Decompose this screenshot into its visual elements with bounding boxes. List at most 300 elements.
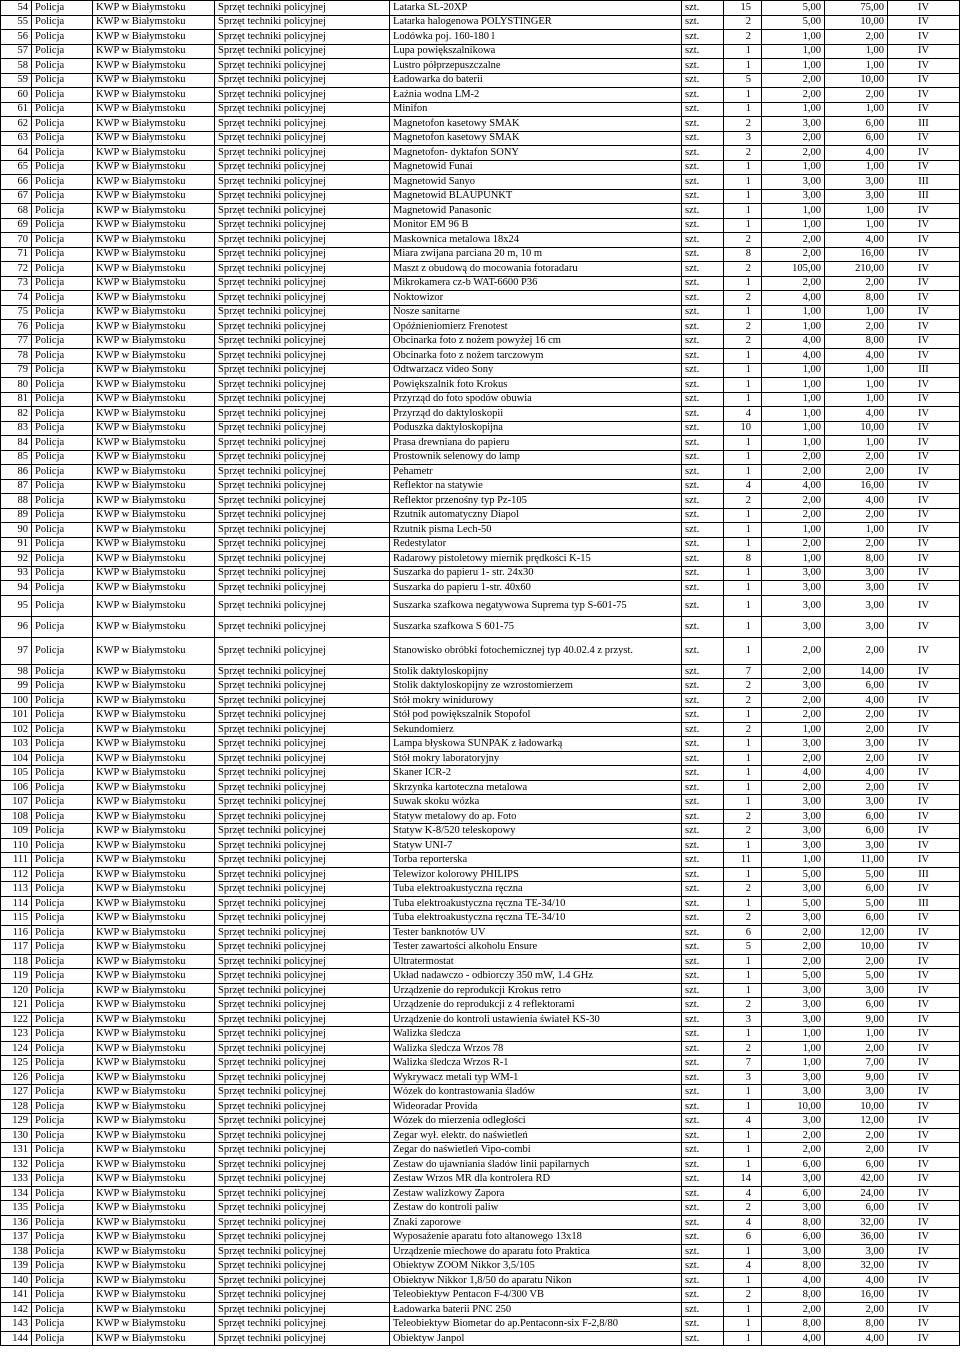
- command-cell: KWP w Białymstoku: [93, 637, 215, 664]
- total-value-cell: 2,00: [825, 1143, 888, 1158]
- unit-cell: Policja: [32, 392, 93, 407]
- row-number: 59: [1, 73, 32, 88]
- measure-unit-cell: szt.: [682, 983, 724, 998]
- total-value-cell: 14,00: [825, 664, 888, 679]
- row-number: 107: [1, 795, 32, 810]
- total-value-cell: 10,00: [825, 421, 888, 436]
- total-value-cell: 2,00: [825, 1302, 888, 1317]
- class-cell: IV: [888, 73, 960, 88]
- quantity-cell: 1: [724, 349, 762, 364]
- command-cell: KWP w Białymstoku: [93, 838, 215, 853]
- total-value-cell: 2,00: [825, 1128, 888, 1143]
- item-name-cell: Magnetowid Funai: [390, 160, 682, 175]
- measure-unit-cell: szt.: [682, 465, 724, 480]
- table-row: [1, 262, 960, 277]
- unit-price-cell: 1,00: [762, 363, 825, 378]
- unit-price-cell: 4,00: [762, 334, 825, 349]
- measure-unit-cell: szt.: [682, 218, 724, 233]
- item-name-cell: Maskownica metalowa 18x24: [390, 233, 682, 248]
- category-cell: Sprzęt techniki policyjnej: [215, 421, 390, 436]
- category-cell: Sprzęt techniki policyjnej: [215, 1244, 390, 1259]
- measure-unit-cell: szt.: [682, 30, 724, 45]
- table-row: [1, 88, 960, 103]
- unit-cell: Policja: [32, 494, 93, 509]
- class-cell: IV: [888, 1201, 960, 1216]
- row-number: 93: [1, 566, 32, 581]
- class-cell: IV: [888, 537, 960, 552]
- unit-cell: Policja: [32, 637, 93, 664]
- class-cell: IV: [888, 795, 960, 810]
- item-name-cell: Znaki zaporowe: [390, 1215, 682, 1230]
- table-row: [1, 838, 960, 853]
- measure-unit-cell: szt.: [682, 59, 724, 74]
- total-value-cell: 12,00: [825, 1114, 888, 1129]
- total-value-cell: 1,00: [825, 305, 888, 320]
- unit-price-cell: 3,00: [762, 838, 825, 853]
- quantity-cell: 4: [724, 1186, 762, 1201]
- category-cell: Sprzęt techniki policyjnej: [215, 450, 390, 465]
- quantity-cell: 1: [724, 983, 762, 998]
- table-row: [1, 59, 960, 74]
- measure-unit-cell: szt.: [682, 1056, 724, 1071]
- class-cell: IV: [888, 450, 960, 465]
- command-cell: KWP w Białymstoku: [93, 88, 215, 103]
- item-name-cell: Skrzynka kartoteczna metalowa: [390, 780, 682, 795]
- unit-price-cell: 1,00: [762, 305, 825, 320]
- quantity-cell: 2: [724, 320, 762, 335]
- table-row: [1, 1230, 960, 1245]
- table-row: [1, 911, 960, 926]
- quantity-cell: 10: [724, 421, 762, 436]
- item-name-cell: Suszarka do papieru 1- str. 24x30: [390, 566, 682, 581]
- total-value-cell: 10,00: [825, 15, 888, 30]
- category-cell: Sprzęt techniki policyjnej: [215, 882, 390, 897]
- quantity-cell: 2: [724, 1288, 762, 1303]
- measure-unit-cell: szt.: [682, 1186, 724, 1201]
- row-number: 56: [1, 30, 32, 45]
- row-number: 71: [1, 247, 32, 262]
- unit-cell: Policja: [32, 88, 93, 103]
- table-row: [1, 146, 960, 161]
- quantity-cell: 2: [724, 262, 762, 277]
- measure-unit-cell: szt.: [682, 867, 724, 882]
- unit-price-cell: 1,00: [762, 1041, 825, 1056]
- class-cell: IV: [888, 1273, 960, 1288]
- row-number: 84: [1, 436, 32, 451]
- unit-cell: Policja: [32, 59, 93, 74]
- quantity-cell: 1: [724, 160, 762, 175]
- category-cell: Sprzęt techniki policyjnej: [215, 175, 390, 190]
- unit-price-cell: 2,00: [762, 508, 825, 523]
- unit-price-cell: 2,00: [762, 1302, 825, 1317]
- item-name-cell: Stół pod powiększalnik Stopofol: [390, 708, 682, 723]
- row-number: 130: [1, 1128, 32, 1143]
- unit-cell: Policja: [32, 421, 93, 436]
- item-name-cell: Wózek do kontrastowania śladów: [390, 1085, 682, 1100]
- total-value-cell: 4,00: [825, 407, 888, 422]
- row-number: 90: [1, 523, 32, 538]
- row-number: 80: [1, 378, 32, 393]
- class-cell: IV: [888, 1012, 960, 1027]
- unit-price-cell: 3,00: [762, 175, 825, 190]
- quantity-cell: 2: [724, 809, 762, 824]
- quantity-cell: 1: [724, 838, 762, 853]
- table-row: [1, 1244, 960, 1259]
- table-row: [1, 896, 960, 911]
- category-cell: Sprzęt techniki policyjnej: [215, 1, 390, 16]
- command-cell: KWP w Białymstoku: [93, 1230, 215, 1245]
- category-cell: Sprzęt techniki policyjnej: [215, 146, 390, 161]
- category-cell: Sprzęt techniki policyjnej: [215, 436, 390, 451]
- unit-price-cell: 3,00: [762, 1012, 825, 1027]
- category-cell: Sprzęt techniki policyjnej: [215, 824, 390, 839]
- measure-unit-cell: szt.: [682, 320, 724, 335]
- command-cell: KWP w Białymstoku: [93, 664, 215, 679]
- measure-unit-cell: szt.: [682, 882, 724, 897]
- command-cell: KWP w Białymstoku: [93, 1114, 215, 1129]
- measure-unit-cell: szt.: [682, 708, 724, 723]
- category-cell: Sprzęt techniki policyjnej: [215, 131, 390, 146]
- measure-unit-cell: szt.: [682, 737, 724, 752]
- command-cell: KWP w Białymstoku: [93, 1027, 215, 1042]
- unit-cell: Policja: [32, 305, 93, 320]
- measure-unit-cell: szt.: [682, 1172, 724, 1187]
- class-cell: IV: [888, 436, 960, 451]
- total-value-cell: 4,00: [825, 349, 888, 364]
- category-cell: Sprzęt techniki policyjnej: [215, 708, 390, 723]
- quantity-cell: 1: [724, 637, 762, 664]
- measure-unit-cell: szt.: [682, 1, 724, 16]
- row-number: 68: [1, 204, 32, 219]
- unit-price-cell: 1,00: [762, 421, 825, 436]
- item-name-cell: Poduszka daktyloskopijna: [390, 421, 682, 436]
- table-row: [1, 392, 960, 407]
- quantity-cell: 1: [724, 595, 762, 616]
- total-value-cell: 2,00: [825, 537, 888, 552]
- quantity-cell: 1: [724, 1027, 762, 1042]
- class-cell: IV: [888, 465, 960, 480]
- quantity-cell: 1: [724, 780, 762, 795]
- item-name-cell: Noktowizor: [390, 291, 682, 306]
- unit-cell: Policja: [32, 479, 93, 494]
- unit-cell: Policja: [32, 853, 93, 868]
- category-cell: Sprzęt techniki policyjnej: [215, 1157, 390, 1172]
- item-name-cell: Przyrząd do foto spodów obuwia: [390, 392, 682, 407]
- class-cell: IV: [888, 809, 960, 824]
- item-name-cell: Latarka halogenowa POLYSTINGER: [390, 15, 682, 30]
- quantity-cell: 15: [724, 1, 762, 16]
- measure-unit-cell: szt.: [682, 911, 724, 926]
- command-cell: KWP w Białymstoku: [93, 867, 215, 882]
- command-cell: KWP w Białymstoku: [93, 925, 215, 940]
- row-number: 66: [1, 175, 32, 190]
- unit-cell: Policja: [32, 15, 93, 30]
- quantity-cell: 2: [724, 494, 762, 509]
- unit-price-cell: 2,00: [762, 73, 825, 88]
- row-number: 64: [1, 146, 32, 161]
- category-cell: Sprzęt techniki policyjnej: [215, 896, 390, 911]
- row-number: 135: [1, 1201, 32, 1216]
- measure-unit-cell: szt.: [682, 378, 724, 393]
- quantity-cell: 1: [724, 896, 762, 911]
- item-name-cell: Torba reporterska: [390, 853, 682, 868]
- total-value-cell: 24,00: [825, 1186, 888, 1201]
- class-cell: IV: [888, 780, 960, 795]
- row-number: 79: [1, 363, 32, 378]
- category-cell: Sprzęt techniki policyjnej: [215, 523, 390, 538]
- class-cell: IV: [888, 679, 960, 694]
- item-name-cell: Układ nadawczo - odbiorczy 350 mW, 1.4 GHz: [390, 969, 682, 984]
- command-cell: KWP w Białymstoku: [93, 737, 215, 752]
- table-row: [1, 30, 960, 45]
- unit-price-cell: 1,00: [762, 30, 825, 45]
- total-value-cell: 1,00: [825, 102, 888, 117]
- table-row: [1, 1085, 960, 1100]
- unit-cell: Policja: [32, 1041, 93, 1056]
- class-cell: IV: [888, 824, 960, 839]
- unit-cell: Policja: [32, 1244, 93, 1259]
- unit-cell: Policja: [32, 1201, 93, 1216]
- table-row: [1, 334, 960, 349]
- command-cell: KWP w Białymstoku: [93, 566, 215, 581]
- measure-unit-cell: szt.: [682, 1027, 724, 1042]
- total-value-cell: 75,00: [825, 1, 888, 16]
- row-number: 86: [1, 465, 32, 480]
- row-number: 131: [1, 1143, 32, 1158]
- class-cell: IV: [888, 751, 960, 766]
- total-value-cell: 2,00: [825, 88, 888, 103]
- measure-unit-cell: szt.: [682, 838, 724, 853]
- quantity-cell: 7: [724, 664, 762, 679]
- item-name-cell: Zegar do naświetleń Vipo-combi: [390, 1143, 682, 1158]
- quantity-cell: 2: [724, 15, 762, 30]
- quantity-cell: 1: [724, 867, 762, 882]
- category-cell: Sprzęt techniki policyjnej: [215, 378, 390, 393]
- row-number: 75: [1, 305, 32, 320]
- total-value-cell: 8,00: [825, 291, 888, 306]
- item-name-cell: Suszarka szafkowa S 601-75: [390, 616, 682, 637]
- total-value-cell: 6,00: [825, 911, 888, 926]
- measure-unit-cell: szt.: [682, 262, 724, 277]
- total-value-cell: 36,00: [825, 1230, 888, 1245]
- quantity-cell: 1: [724, 1331, 762, 1346]
- unit-cell: Policja: [32, 954, 93, 969]
- measure-unit-cell: szt.: [682, 954, 724, 969]
- total-value-cell: 16,00: [825, 247, 888, 262]
- category-cell: Sprzęt techniki policyjnej: [215, 581, 390, 596]
- unit-price-cell: 4,00: [762, 1273, 825, 1288]
- total-value-cell: 3,00: [825, 581, 888, 596]
- total-value-cell: 1,00: [825, 218, 888, 233]
- category-cell: Sprzęt techniki policyjnej: [215, 508, 390, 523]
- quantity-cell: 1: [724, 1128, 762, 1143]
- row-number: 119: [1, 969, 32, 984]
- class-cell: IV: [888, 523, 960, 538]
- quantity-cell: 1: [724, 276, 762, 291]
- quantity-cell: 1: [724, 378, 762, 393]
- row-number: 109: [1, 824, 32, 839]
- measure-unit-cell: szt.: [682, 969, 724, 984]
- quantity-cell: 1: [724, 59, 762, 74]
- command-cell: KWP w Białymstoku: [93, 44, 215, 59]
- class-cell: III: [888, 189, 960, 204]
- row-number: 82: [1, 407, 32, 422]
- row-number: 58: [1, 59, 32, 74]
- quantity-cell: 5: [724, 940, 762, 955]
- quantity-cell: 1: [724, 969, 762, 984]
- item-name-cell: Opóźnieniomierz Frenotest: [390, 320, 682, 335]
- command-cell: KWP w Białymstoku: [93, 436, 215, 451]
- unit-price-cell: 3,00: [762, 581, 825, 596]
- command-cell: KWP w Białymstoku: [93, 1201, 215, 1216]
- total-value-cell: 2,00: [825, 320, 888, 335]
- item-name-cell: Lupa powiększalnikowa: [390, 44, 682, 59]
- measure-unit-cell: szt.: [682, 1114, 724, 1129]
- row-number: 127: [1, 1085, 32, 1100]
- unit-price-cell: 1,00: [762, 722, 825, 737]
- unit-cell: Policja: [32, 189, 93, 204]
- measure-unit-cell: szt.: [682, 1099, 724, 1114]
- item-name-cell: Latarka SL-20XP: [390, 1, 682, 16]
- unit-price-cell: 1,00: [762, 523, 825, 538]
- quantity-cell: 1: [724, 450, 762, 465]
- unit-cell: Policja: [32, 407, 93, 422]
- quantity-cell: 2: [724, 233, 762, 248]
- row-number: 85: [1, 450, 32, 465]
- command-cell: KWP w Białymstoku: [93, 30, 215, 45]
- category-cell: Sprzęt techniki policyjnej: [215, 780, 390, 795]
- table-row: [1, 523, 960, 538]
- category-cell: Sprzęt techniki policyjnej: [215, 1317, 390, 1332]
- command-cell: KWP w Białymstoku: [93, 537, 215, 552]
- class-cell: IV: [888, 479, 960, 494]
- category-cell: Sprzęt techniki policyjnej: [215, 1114, 390, 1129]
- row-number: 110: [1, 838, 32, 853]
- total-value-cell: 4,00: [825, 494, 888, 509]
- class-cell: IV: [888, 320, 960, 335]
- unit-cell: Policja: [32, 722, 93, 737]
- quantity-cell: 6: [724, 1230, 762, 1245]
- row-number: 83: [1, 421, 32, 436]
- table-row: [1, 1027, 960, 1042]
- category-cell: Sprzęt techniki policyjnej: [215, 59, 390, 74]
- quantity-cell: 2: [724, 998, 762, 1013]
- total-value-cell: 6,00: [825, 809, 888, 824]
- unit-cell: Policja: [32, 867, 93, 882]
- unit-cell: Policja: [32, 1273, 93, 1288]
- total-value-cell: 2,00: [825, 954, 888, 969]
- class-cell: IV: [888, 1259, 960, 1274]
- measure-unit-cell: szt.: [682, 291, 724, 306]
- total-value-cell: 16,00: [825, 479, 888, 494]
- row-number: 54: [1, 1, 32, 16]
- total-value-cell: 12,00: [825, 925, 888, 940]
- total-value-cell: 16,00: [825, 1288, 888, 1303]
- row-number: 94: [1, 581, 32, 596]
- unit-price-cell: 4,00: [762, 349, 825, 364]
- category-cell: Sprzęt techniki policyjnej: [215, 1302, 390, 1317]
- total-value-cell: 2,00: [825, 637, 888, 664]
- item-name-cell: Stół mokry laboratoryjny: [390, 751, 682, 766]
- unit-cell: Policja: [32, 1070, 93, 1085]
- item-name-cell: Lodówka poj. 160-180 l: [390, 30, 682, 45]
- item-name-cell: Walizka śledcza Wrzos 78: [390, 1041, 682, 1056]
- table-row: [1, 925, 960, 940]
- measure-unit-cell: szt.: [682, 363, 724, 378]
- measure-unit-cell: szt.: [682, 896, 724, 911]
- class-cell: IV: [888, 581, 960, 596]
- category-cell: Sprzęt techniki policyjnej: [215, 204, 390, 219]
- unit-price-cell: 4,00: [762, 1331, 825, 1346]
- class-cell: IV: [888, 1, 960, 16]
- category-cell: Sprzęt techniki policyjnej: [215, 1027, 390, 1042]
- quantity-cell: 2: [724, 30, 762, 45]
- unit-price-cell: 3,00: [762, 809, 825, 824]
- row-number: 125: [1, 1056, 32, 1071]
- row-number: 88: [1, 494, 32, 509]
- measure-unit-cell: szt.: [682, 88, 724, 103]
- command-cell: KWP w Białymstoku: [93, 1085, 215, 1100]
- quantity-cell: 1: [724, 795, 762, 810]
- table-row: [1, 581, 960, 596]
- command-cell: KWP w Białymstoku: [93, 291, 215, 306]
- unit-price-cell: 1,00: [762, 1056, 825, 1071]
- command-cell: KWP w Białymstoku: [93, 1, 215, 16]
- total-value-cell: 10,00: [825, 940, 888, 955]
- row-number: 104: [1, 751, 32, 766]
- unit-cell: Policja: [32, 1085, 93, 1100]
- class-cell: IV: [888, 722, 960, 737]
- command-cell: KWP w Białymstoku: [93, 809, 215, 824]
- command-cell: KWP w Białymstoku: [93, 1157, 215, 1172]
- command-cell: KWP w Białymstoku: [93, 1302, 215, 1317]
- unit-price-cell: 3,00: [762, 737, 825, 752]
- measure-unit-cell: szt.: [682, 407, 724, 422]
- category-cell: Sprzęt techniki policyjnej: [215, 795, 390, 810]
- total-value-cell: 6,00: [825, 824, 888, 839]
- unit-price-cell: 1,00: [762, 44, 825, 59]
- table-row: [1, 276, 960, 291]
- unit-price-cell: 4,00: [762, 479, 825, 494]
- unit-price-cell: 3,00: [762, 117, 825, 132]
- row-number: 91: [1, 537, 32, 552]
- table-row: [1, 1041, 960, 1056]
- measure-unit-cell: szt.: [682, 1302, 724, 1317]
- class-cell: IV: [888, 1288, 960, 1303]
- item-name-cell: Wózek do mierzenia odległości: [390, 1114, 682, 1129]
- quantity-cell: 1: [724, 1244, 762, 1259]
- category-cell: Sprzęt techniki policyjnej: [215, 479, 390, 494]
- command-cell: KWP w Białymstoku: [93, 218, 215, 233]
- row-number: 77: [1, 334, 32, 349]
- category-cell: Sprzęt techniki policyjnej: [215, 334, 390, 349]
- item-name-cell: Urządzenie do reprodukcji z 4 reflektorami: [390, 998, 682, 1013]
- command-cell: KWP w Białymstoku: [93, 233, 215, 248]
- category-cell: Sprzęt techniki policyjnej: [215, 1201, 390, 1216]
- table-row: [1, 1331, 960, 1346]
- total-value-cell: 3,00: [825, 838, 888, 853]
- unit-cell: Policja: [32, 552, 93, 567]
- row-number: 111: [1, 853, 32, 868]
- command-cell: KWP w Białymstoku: [93, 795, 215, 810]
- unit-cell: Policja: [32, 998, 93, 1013]
- table-row: [1, 1186, 960, 1201]
- unit-price-cell: 2,00: [762, 146, 825, 161]
- command-cell: KWP w Białymstoku: [93, 780, 215, 795]
- item-name-cell: Walizka śledcza: [390, 1027, 682, 1042]
- total-value-cell: 1,00: [825, 363, 888, 378]
- item-name-cell: Statyw K-8/520 teleskopowy: [390, 824, 682, 839]
